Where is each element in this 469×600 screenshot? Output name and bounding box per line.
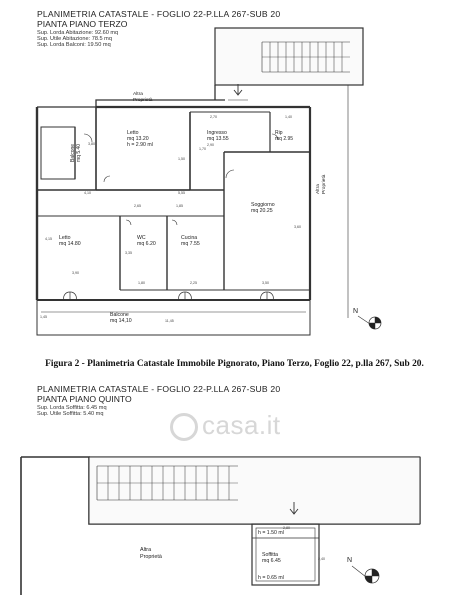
room-label-balcone-big: Balcone mq 14,10	[110, 312, 132, 324]
room-label-soggiorno: Soggiorno mq 20.25	[251, 202, 275, 214]
plan-bottom-stat: Sup. Lorda Soffitta: 6.45 mq	[37, 405, 107, 411]
dimension-label: 5,55	[178, 191, 185, 195]
dimension-label: 1,80	[138, 281, 145, 285]
dimension-label: 3,60	[294, 225, 301, 229]
soffitta-height-top: h = 1.50 ml	[258, 530, 284, 536]
dimension-label: 2,25	[190, 281, 197, 285]
room-label-wc: WC mq 6.20	[137, 235, 156, 247]
plan-top-title: PLANIMETRIA CATASTALE - FOGLIO 22-P.LLA 267-SUB 20	[37, 9, 281, 19]
room-label-cucina: Cucina mq 7.55	[181, 235, 200, 247]
room-label-ingresso: Ingresso mq 13.55	[207, 130, 229, 142]
figure-caption: Figura 2 - Planimetria Catastale Immobile Pignorato, Piano Terzo, Foglio 22, p.lla 267, Sub 20.	[45, 359, 424, 369]
north-arrow-icon	[352, 566, 379, 583]
dimension-label: 11,45	[165, 319, 174, 323]
room-label-letto-2: Letto mq 14.80	[59, 235, 81, 247]
dimension-label: 4,10	[84, 191, 91, 195]
dimension-label: 4,15	[45, 237, 52, 241]
soffitta-height-bottom: h = 0.65 ml	[258, 575, 284, 581]
plan-top-floor: PIANTA PIANO TERZO	[37, 19, 128, 29]
north-label: N	[353, 308, 359, 315]
plan-top-stat: Sup. Lorda Abitazione: 92.60 mq	[37, 30, 119, 36]
dimension-label: 2,80	[283, 526, 290, 530]
plan-bottom-title: PLANIMETRIA CATASTALE - FOGLIO 22-P.LLA 267-SUB 20	[37, 384, 281, 394]
plan-bottom-drawing	[21, 457, 420, 595]
room-label-rip: Rip mq 2.95	[275, 130, 294, 142]
dimension-label: 2,65	[134, 204, 141, 208]
stairwell	[215, 28, 363, 85]
dimension-label: 1,50	[178, 157, 185, 161]
room-label-altra-right: AltraProprietà	[316, 174, 327, 194]
dimension-label: 1,85	[176, 204, 183, 208]
dimension-label: 1,40	[285, 115, 292, 119]
plan-bottom-stat: Sup. Utile Soffitta: 5.40 mq	[37, 411, 104, 417]
dimension-label: 1,45	[40, 315, 47, 319]
dimension-label: 2,40	[318, 557, 325, 561]
dimension-label: 3,35	[125, 251, 132, 255]
plan-top-drawing	[37, 28, 363, 335]
watermark-text: casa.it	[202, 410, 281, 440]
room-label-altra-bottom: Altra Proprietà	[140, 547, 162, 560]
dimension-label: 1,70	[199, 147, 206, 151]
dimension-label: 3,80	[88, 142, 95, 146]
north-arrow-icon	[358, 316, 381, 329]
plan-bottom-floor: PIANTA PIANO QUINTO	[37, 394, 132, 404]
room-label-altra-top: Altra Proprietà	[133, 92, 153, 103]
plan-top-stat: Sup. Utile Abitazione: 78.5 mq	[37, 36, 112, 42]
north-label: N	[347, 557, 353, 564]
room-label-letto-1: Letto mq 13.20 h = 2.90 ml	[127, 130, 153, 148]
dimension-label: 2,90	[207, 143, 214, 147]
dimension-label: 3,90	[72, 271, 79, 275]
room-label-soffitta: Soffitta mq 6.45	[262, 552, 281, 564]
dimension-label: 2,70	[210, 115, 217, 119]
plan-top-stat: Sup. Lorda Balconi: 19.50 mq	[37, 42, 111, 48]
dimension-label: 3,50	[262, 281, 269, 285]
room-label-balcone-small: Balconemq 5.40	[70, 143, 82, 162]
